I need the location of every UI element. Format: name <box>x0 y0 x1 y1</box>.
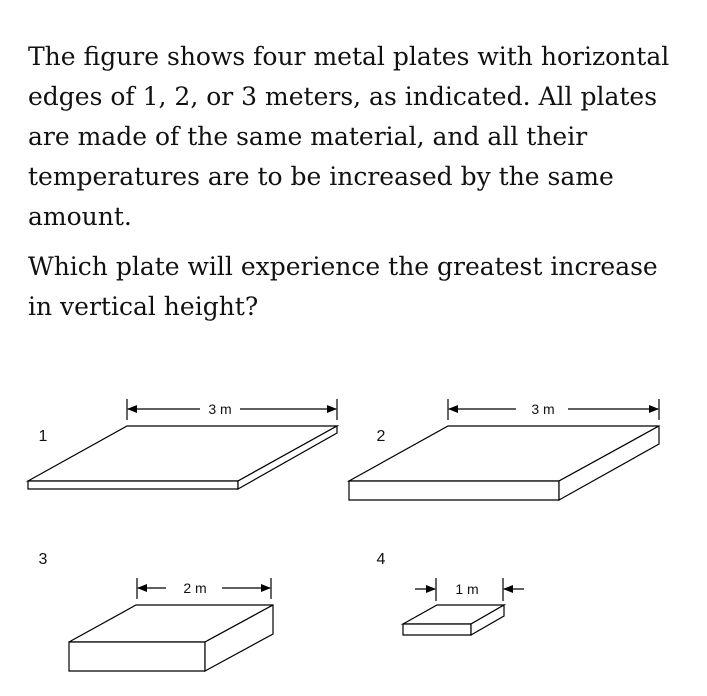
question-prompt: Which plate will experience the greatest increase in vertical height? <box>28 252 658 321</box>
plate-1 <box>28 399 337 489</box>
plate-1-dimension: 3 m <box>208 401 232 417</box>
plate-2-dimension: 3 m <box>531 401 555 417</box>
plate-4-dimension: 1 m <box>455 581 479 597</box>
plate-4-label: 4 <box>376 551 386 568</box>
plate-3-dimension: 2 m <box>183 580 207 596</box>
plate-3 <box>39 551 273 671</box>
plate-3-label: 3 <box>38 551 48 568</box>
plate-2-label: 2 <box>376 428 386 445</box>
plate-2 <box>349 399 659 500</box>
plate-4 <box>377 551 524 635</box>
question-text: The figure shows four metal plates with horizontal edges of 1, 2, or 3 meters, as indicated. All plates are made of the same material, and all their temperatures are to be increased by the same amount. <box>28 42 670 231</box>
plate-1-label: 1 <box>38 428 48 445</box>
